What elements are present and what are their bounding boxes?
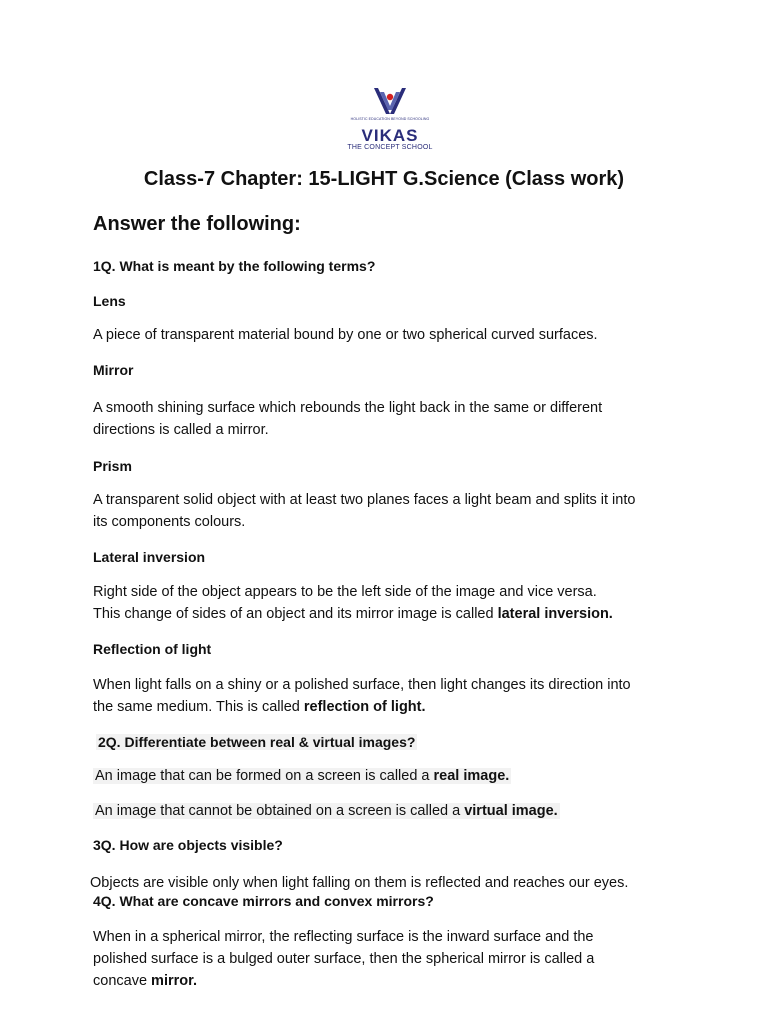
answer-3: Objects are visible only when light falling on them is reflected and reaches our eyes. xyxy=(90,875,629,891)
question-2 xyxy=(96,734,417,750)
definition-prism-line2: its components colours. xyxy=(93,514,246,530)
answer-emphasis: virtual image. xyxy=(464,803,558,819)
definition-emphasis: lateral inversion. xyxy=(497,606,613,622)
definition-lateral-inversion-line1: Right side of the object appears to be the left side of the image and vice versa. xyxy=(93,584,597,600)
definition-lateral-inversion xyxy=(93,581,678,625)
answer-real-image xyxy=(93,765,678,787)
section-heading: Answer the following: xyxy=(93,213,301,235)
answer-real-image-text xyxy=(93,768,511,784)
definition-reflection-line2 xyxy=(93,696,678,718)
definition-mirror-line2: directions is called a mirror. xyxy=(93,422,269,438)
definition-prism-line1: A transparent solid object with at least two planes faces a light beam and splits it into xyxy=(93,492,636,508)
answer-4-line3 xyxy=(93,970,678,992)
term-reflection-of-light: Reflection of light xyxy=(93,641,212,657)
definition-emphasis: reflection of light. xyxy=(303,699,426,715)
answer-text: An image that cannot be obtained on a screen is called a xyxy=(95,803,465,819)
question-2-text: 2Q. Differentiate between real & virtual images? xyxy=(98,734,416,750)
question-1: 1Q. What is meant by the following terms? xyxy=(93,258,376,274)
answer-virtual-image xyxy=(93,800,678,822)
definition-mirror-line1: A smooth shining surface which rebounds the light back in the same or different xyxy=(93,400,603,416)
logo-subtitle: THE CONCEPT SCHOOL xyxy=(347,144,433,151)
term-lens: Lens xyxy=(93,293,126,309)
term-prism: Prism xyxy=(93,458,132,474)
question-3: 3Q. How are objects visible? xyxy=(93,837,283,853)
answer-4 xyxy=(93,926,678,992)
question-4: 4Q. What are concave mirrors and convex mirrors? xyxy=(93,893,434,909)
answer-virtual-image-text xyxy=(93,803,560,819)
definition-prism xyxy=(93,489,678,533)
answer-text: An image that can be formed on a screen is called a xyxy=(95,768,434,784)
term-mirror: Mirror xyxy=(93,362,134,378)
definition-text: This change of sides of an object and its mirror image is called xyxy=(93,606,498,622)
answer-4-line1: When in a spherical mirror, the reflecting surface is the inward surface and the xyxy=(93,929,594,945)
logo-brand: VIKAS xyxy=(361,126,419,145)
definition-reflection-of-light xyxy=(93,674,678,718)
definition-mirror xyxy=(93,397,678,441)
answer-emphasis: real image. xyxy=(433,768,510,784)
answer-4-line2: polished surface is a bulged outer surface, then the spherical mirror is called a xyxy=(93,951,595,967)
term-lateral-inversion: Lateral inversion xyxy=(93,549,206,565)
school-logo xyxy=(344,84,436,154)
definition-lens: A piece of transparent material bound by one or two spherical curved surfaces. xyxy=(93,327,598,343)
definition-lateral-inversion-line2 xyxy=(93,603,678,625)
definition-text: the same medium. This is called xyxy=(93,699,304,715)
logo-tagline: HOLISTIC EDUCATION BEYOND SCHOOLING xyxy=(350,117,430,121)
page-title: Class-7 Chapter: 15-LIGHT G.Science (Class work) xyxy=(143,168,625,190)
answer-emphasis: mirror. xyxy=(151,973,197,989)
definition-reflection-line1: When light falls on a shiny or a polished surface, then light changes its direction into xyxy=(93,677,631,693)
answer-text: concave xyxy=(93,973,152,989)
